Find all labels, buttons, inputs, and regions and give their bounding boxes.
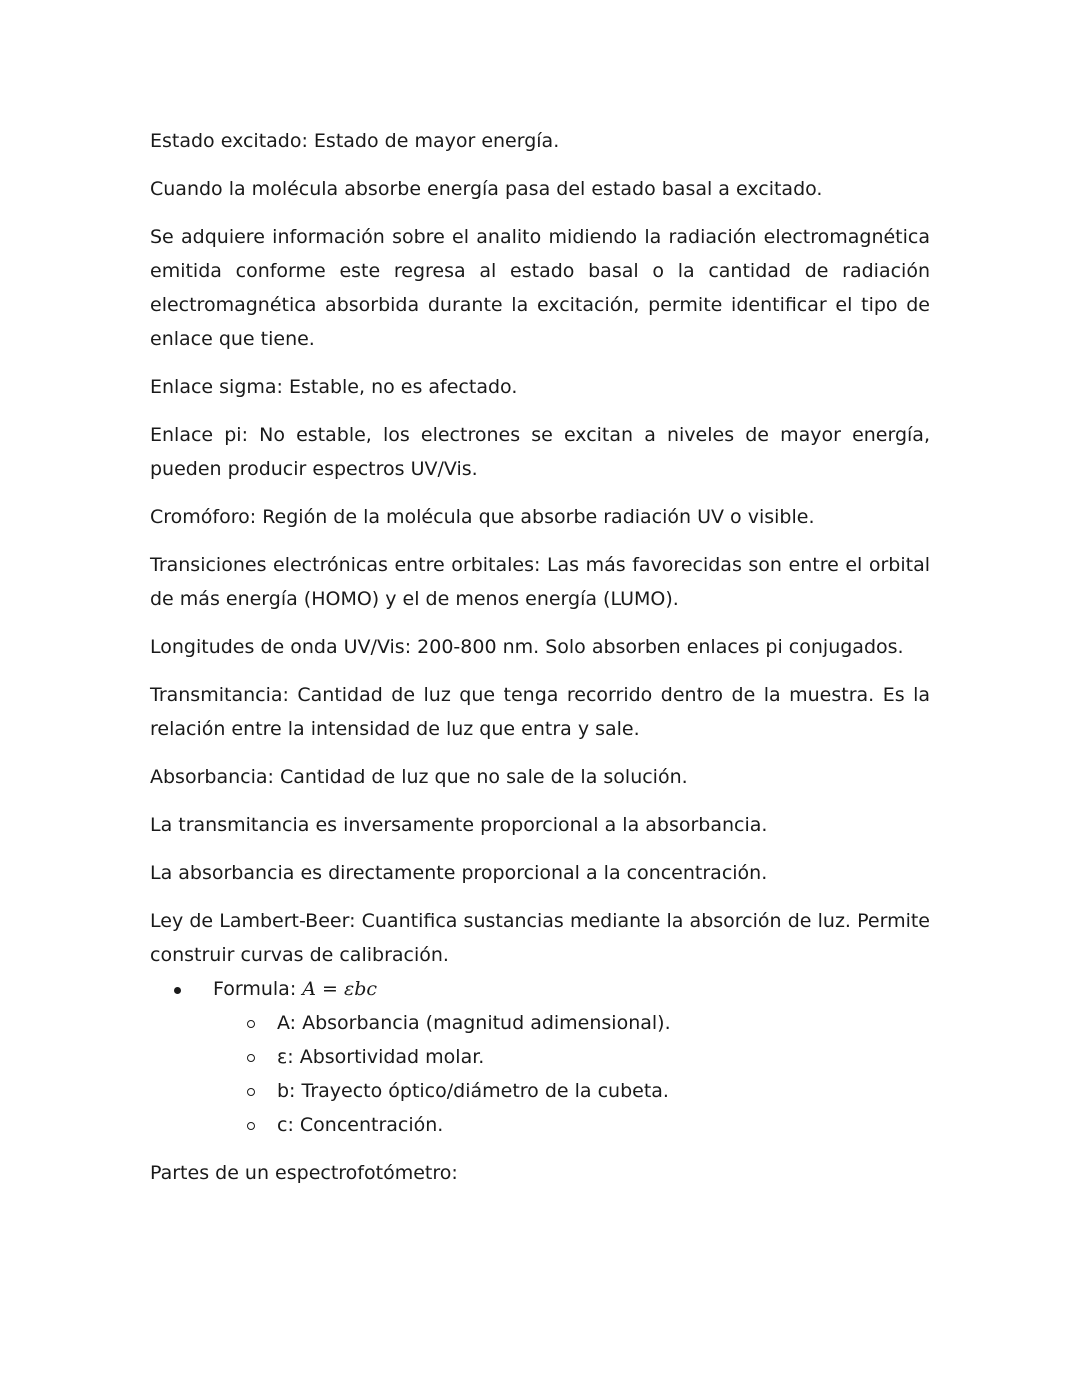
formula-term-text: b: Trayecto óptico/diámetro de la cubeta. [277,1080,669,1102]
paragraph-absorcion-energia: Cuando la molécula absorbe energía pasa del estado basal a excitado. [150,178,823,200]
formula-term-item [213,1006,930,1040]
paragraph-partes-espectrofotometro: Partes de un espectrofotómetro: [150,1162,458,1184]
formula-term-item [213,1040,930,1074]
formula-term-text: c: Concentración. [277,1114,444,1136]
hollow-bullet-icon [247,1088,255,1096]
paragraph-lambert-beer: Ley de Lambert-Beer: Cuantifica sustancias mediante la absorción de luz. Permite construir curvas de calibración. [150,910,930,966]
document-page [150,124,930,1204]
formula-term-item [213,1074,930,1108]
paragraph-transmitancia-inversa: La transmitancia es inversamente proporcional a la absorbancia. [150,814,768,836]
formula-term-item [213,1108,930,1142]
paragraph-informacion-analito: Se adquiere información sobre el analito midiendo la radiación electromagnética emitida conforme este regresa al estado basal o la cantidad de radiación electromagnética absorbida durante la excitación, permite identificar el tipo de enlace que tiene. [150,226,930,350]
formula-term-text: ε: Absortividad molar. [277,1046,485,1068]
formula-item [150,972,930,1142]
formula-expression: A = εbc [302,978,378,1000]
paragraph-longitudes-onda: Longitudes de onda UV/Vis: 200-800 nm. Solo absorben enlaces pi conjugados. [150,636,904,658]
hollow-bullet-icon [247,1122,255,1130]
bullet-icon [174,987,181,994]
paragraph-absorbancia-concentracion: La absorbancia es directamente proporcional a la concentración. [150,862,768,884]
hollow-bullet-icon [247,1054,255,1062]
hollow-bullet-icon [247,1020,255,1028]
paragraph-transmitancia: Transmitancia: Cantidad de luz que tenga recorrido dentro de la muestra. Es la relación entre la intensidad de luz que entra y sale. [150,684,930,740]
paragraph-estado-excitado: Estado excitado: Estado de mayor energía. [150,130,560,152]
formula-list [150,972,930,1142]
formula-label: Formula: [213,978,303,1000]
formula-terms-list [213,1006,930,1142]
paragraph-enlace-sigma: Enlace sigma: Estable, no es afectado. [150,376,518,398]
paragraph-absorbancia: Absorbancia: Cantidad de luz que no sale de la solución. [150,766,688,788]
paragraph-cromoforo: Cromóforo: Región de la molécula que absorbe radiación UV o visible. [150,506,815,528]
paragraph-transiciones: Transiciones electrónicas entre orbitales: Las más favorecidas son entre el orbital de más energía (HOMO) y el de menos energía (LUMO). [150,554,930,610]
formula-term-text: A: Absorbancia (magnitud adimensional). [277,1012,671,1034]
paragraph-enlace-pi: Enlace pi: No estable, los electrones se excitan a niveles de mayor energía, pueden producir espectros UV/Vis. [150,424,930,480]
